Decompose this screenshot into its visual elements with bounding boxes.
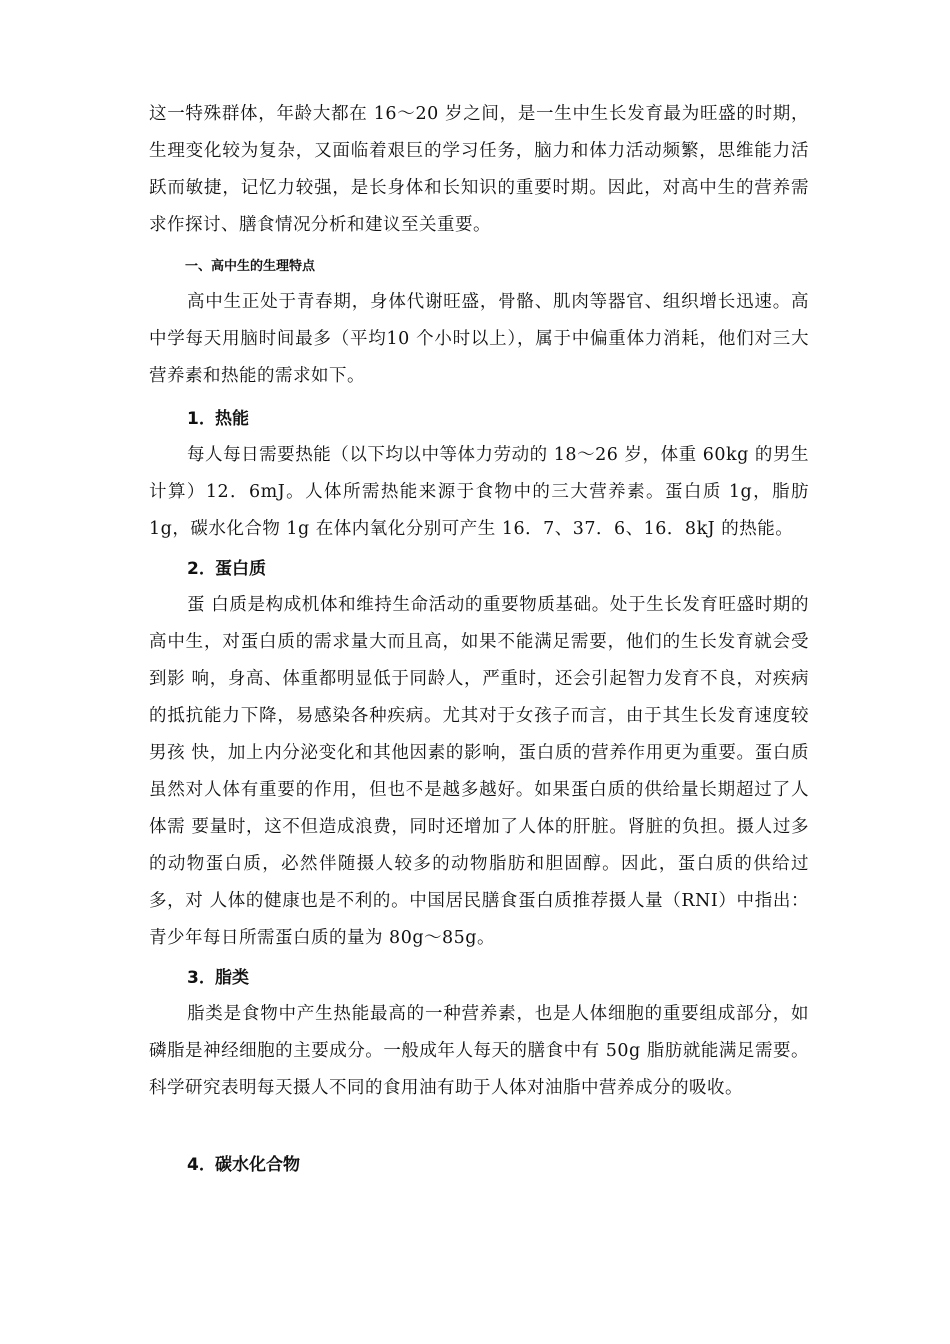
protein-paragraph: 蛋 白质是构成机体和维持生命活动的重要物质基础。处于生长发育旺盛时期的高中生，对蛋白质的需求量大而且高，如果不能满足需要，他们的生长发育就会受到影 响，身高、体重都明显低于同龄人，严重时，还会引起智力发育不良，对疾病的抵抗能力下降，易感染各种疾病。尤其对于女孩子而言，由于其生长发育速度较男孩 快，加上内分泌变化和其他因素的影响，蛋白质的营养作用更为重要。蛋白质虽然对人体有重要的作用，但也不是越多越好。如果蛋白质的供给量长期超过了人体需 要量时，这不但造成浪费，同时还增加了人体的肝脏。肾脏的负担。摄人过多的动物蛋白质，必然伴随摄人较多的动物脂肪和胆固醇。因此，蛋白质的供给过多，对 人体的健康也是不利的。中国居民膳食蛋白质推荐摄人量（RNI）中指出：青少年每日所需蛋白质的量为 80g～85g。 xyxy=(149,595,809,948)
subheading-title: 碳水化合物 xyxy=(215,1155,300,1175)
subheading-title: 热能 xyxy=(215,409,249,429)
subheading-number: 1． xyxy=(187,409,216,429)
energy-paragraph: 每人每日需要热能（以下均以中等体力劳动的 18～26 岁，体重 60kg 的男生计算）12．6mJ。人体所需热能来源于食物中的三大营养素。蛋白质 1g，脂肪 1g，碳水化合物 1g 在体内氧化分别可产生 16．7、37．6、16．8kJ 的热能。 xyxy=(149,445,809,539)
subheading-carbohydrates xyxy=(187,1153,300,1177)
subheading-number: 2． xyxy=(187,559,216,579)
physiology-paragraph: 高中生正处于青春期，身体代谢旺盛，骨骼、肌肉等器官、组织增长迅速。高中学每天用脑时间最多（平均10 个小时以上），属于中偏重体力消耗，他们对三大营养素和热能的需求如下。 xyxy=(149,292,809,386)
subheading-protein xyxy=(187,557,266,581)
subheading-energy xyxy=(187,407,249,431)
subheading-lipids xyxy=(187,966,249,990)
subheading-number: 3． xyxy=(187,968,216,988)
subheading-title: 脂类 xyxy=(215,968,249,988)
lipids-paragraph: 脂类是食物中产生热能最高的一种营养素，也是人体细胞的重要组成部分，如磷脂是神经细胞的主要成分。一般成年人每天的膳食中有 50g 脂肪就能满足需要。科学研究表明每天摄人不同的食用油有助于人体对油脂中营养成分的吸收。 xyxy=(149,1004,809,1098)
subheading-title: 蛋白质 xyxy=(215,559,266,579)
subheading-number: 4． xyxy=(187,1155,216,1175)
section-heading-physiology: 一、高中生的生理特点 xyxy=(185,259,316,274)
intro-paragraph: 这一特殊群体，年龄大都在 16～20 岁之间，是一生中生长发育最为旺盛的时期，生理变化较为复杂，又面临着艰巨的学习任务，脑力和体力活动频繁，思维能力活跃而敏捷，记忆力较强，是长身体和长知识的重要时期。因此，对高中生的营养需求作探讨、膳食情况分析和建议至关重要。 xyxy=(149,104,809,235)
